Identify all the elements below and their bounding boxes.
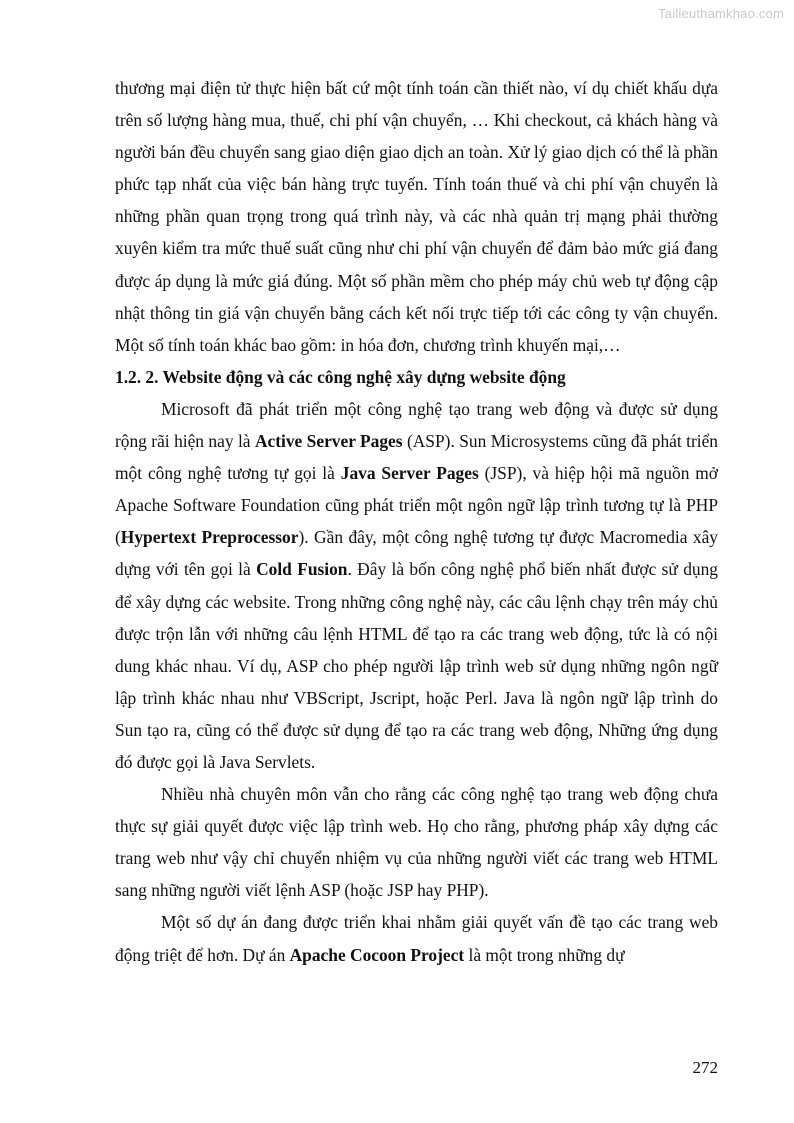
term-php: Hypertext Preprocessor <box>120 527 299 548</box>
text-run: . Đây là bốn công nghệ phổ biến nhất được sử dụng để xây dựng các website. Trong những công nghệ này, các câu lệnh chạy trên máy chủ được trộn lẫn với những câu lệnh HTML để tạo ra các trang web động, tức là có nội dung khác nhau. Ví dụ, ASP cho phép người lập trình web sử dụng những ngôn ngữ lập trình khác nhau như VBScript, Jscript, hoặc Perl. Java là ngôn ngữ lập trình do Sun tạo ra, cũng có thể được sử dụng để tạo ra các trang web động, Những ứng dụng đó được gọi là Java Servlets. <box>115 559 719 772</box>
text-run: (ASP). Sun Microsystems cũng đã phát triển một công nghệ tương tự gọi là <box>115 431 718 484</box>
paragraph-1: thương mại điện tử thực hiện bất cứ một tính toán cần thiết nào, ví dụ chiết khấu dựa trên số lượng hàng mua, thuế, chi phí vận chuyển, … Khi checkout, cả khách hàng và người bán đều chuyển sang giao diện giao dịch an toàn. Xử lý giao dịch có thể là phần phức tạp nhất của việc bán hàng trực tuyến. Tính toán thuế và chi phí vận chuyển là những phần quan trọng trong quá trình này, và các nhà quản trị mạng phải thường xuyên kiểm tra mức thuế suất cũng như chi phí vận chuyển để đảm bảo mức giá đang được áp dụng là mức giá đúng. Một số phần mềm cho phép máy chủ web tự động cập nhật thông tin giá vận chuyển bằng cách kết nối trực tiếp tới các công ty vận chuyển. Một số tính toán khác bao gồm: in hóa đơn, chương trình khuyến mại,… <box>115 78 718 355</box>
text-run: ). Gần đây, một công nghệ tương tự được Macromedia xây dựng với tên gọi là <box>115 527 718 580</box>
text-run: là một trong những dự <box>464 944 625 965</box>
text-run: (JSP), và hiệp hội mã nguồn mở Apache Software Foundation cũng phát triển một ngôn ngữ lập trình tương tự là PHP ( <box>115 463 718 548</box>
page-number: 272 <box>692 1058 718 1077</box>
term-cold-fusion: Cold Fusion <box>256 559 348 580</box>
term-jsp: Java Server Pages <box>340 463 479 484</box>
section-heading: 1.2. 2. Website động và các công nghệ xây dựng website động <box>115 366 566 387</box>
text-run: Một số dự án đang được triển khai nhằm giải quyết vấn đề tạo các trang web động triệt để hơn. Dự án <box>115 912 718 965</box>
paragraph-4 <box>115 906 718 970</box>
watermark: Tailieuthamkhao.com <box>658 6 784 21</box>
document-body <box>115 72 718 971</box>
term-asp: Active Server Pages <box>254 431 403 452</box>
paragraph-2 <box>115 393 718 778</box>
term-cocoon: Apache Cocoon Project <box>289 944 465 965</box>
text-run: Microsoft đã phát triển một công nghệ tạo trang web động và được sử dụng rộng rãi hiện nay là <box>115 398 718 452</box>
paragraph-3: Nhiều nhà chuyên môn vẫn cho rằng các công nghệ tạo trang web động chưa thực sự giải quyết được việc lập trình web. Họ cho rằng, phương pháp xây dựng các trang web như vậy chỉ chuyển nhiệm vụ của những người viết các trang web HTML sang những người viết lệnh ASP (hoặc JSP hay PHP). <box>115 784 718 901</box>
